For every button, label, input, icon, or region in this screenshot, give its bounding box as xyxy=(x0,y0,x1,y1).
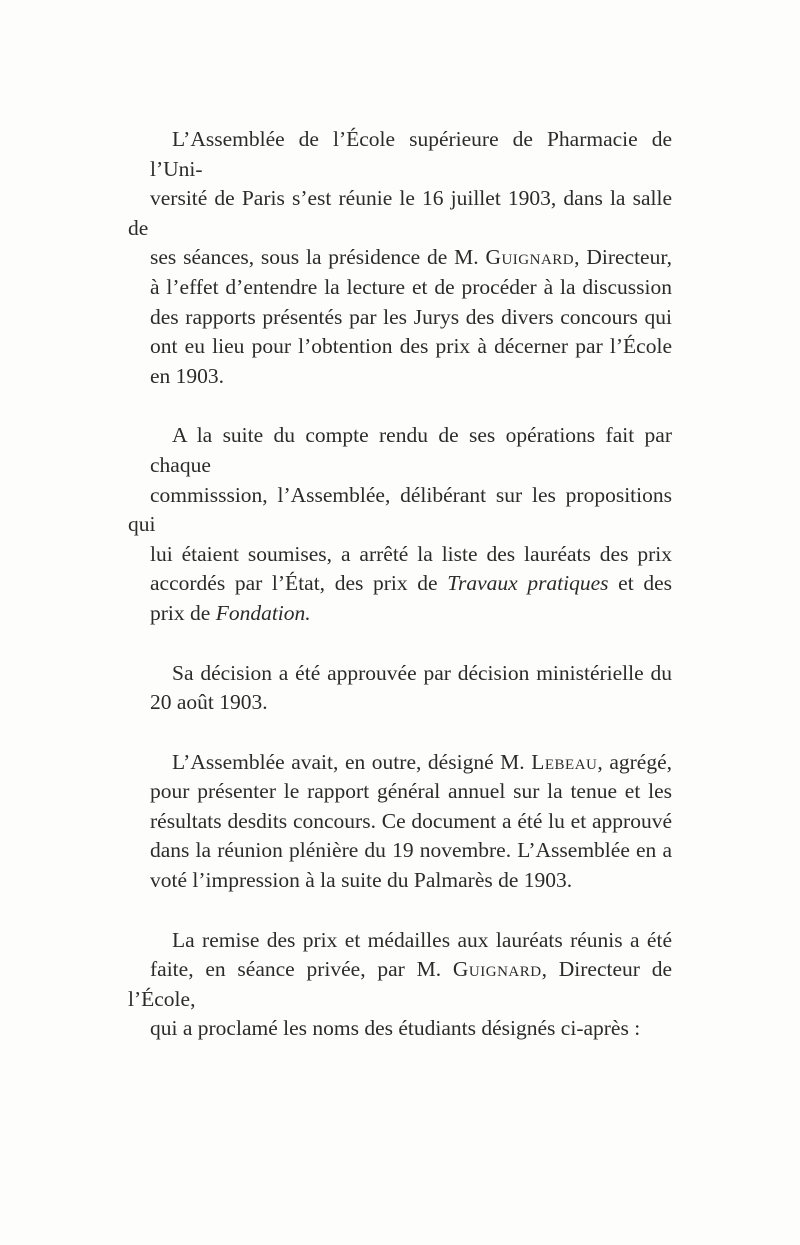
person-name: Guignard xyxy=(452,957,542,982)
text-line: versité de Paris s’est réunie le 16 juillet 1903, dans la salle de xyxy=(128,186,672,240)
text-line: accordés par l’État, des prix de Travaux pratiques et des xyxy=(150,571,672,596)
person-name: Guignard xyxy=(485,245,575,270)
paragraph-assemblee xyxy=(128,125,672,391)
paragraph-compte-rendu xyxy=(128,421,672,628)
text-line: en 1903. xyxy=(150,363,225,388)
text-line: ses séances, sous la présidence de M. Guignard, Directeur, xyxy=(150,245,673,270)
text-line: commisssion, l’Assemblée, délibérant sur les propositions qui xyxy=(128,482,672,537)
text-line: à l’effet d’entendre la lecture et de procéder à la discussion xyxy=(150,274,672,299)
text-line: qui a proclamé les noms des étudiants désignés ci-après : xyxy=(150,1016,641,1041)
paragraph-remise-des-prix xyxy=(128,926,672,1044)
text-line: ont eu lieu pour l’obtention des prix à décerner par l’École xyxy=(150,334,672,359)
text-line: faite, en séance privée, par M. Guignard, Directeur de l’École, xyxy=(128,957,672,1011)
person-name: Lebeau xyxy=(531,749,598,774)
text-line: lui étaient soumises, a arrêté la liste des lauréats des prix xyxy=(150,541,672,566)
text-line: 20 août 1903. xyxy=(150,690,268,715)
text-line: dans la réunion plénière du 19 novembre. L’Assemblée en a xyxy=(150,838,672,863)
italic-phrase: Fondation. xyxy=(215,600,311,625)
text-line: L’Assemblée de l’École supérieure de Pharmacie de l’Uni- xyxy=(150,127,672,181)
text-line: La remise des prix et médailles aux lauréats réunis a été xyxy=(172,927,672,952)
text-line: résultats desdits concours. Ce document a été lu et approuvé xyxy=(150,808,672,833)
text-line: pour présenter le rapport général annuel sur la tenue et les xyxy=(150,779,672,804)
text-line: L’Assemblée avait, en outre, désigné M. Lebeau, agrégé, xyxy=(172,749,672,774)
text-line: A la suite du compte rendu de ses opérations fait par chaque xyxy=(150,423,672,477)
body-text xyxy=(128,125,672,1074)
paragraph-rapport-general xyxy=(128,748,672,896)
text-line: des rapports présentés par les Jurys des divers concours qui xyxy=(150,304,672,329)
text-line: Sa décision a été approuvée par décision ministérielle du xyxy=(172,660,672,685)
text-line: prix de Fondation. xyxy=(150,600,311,625)
italic-phrase: Travaux pratiques xyxy=(447,571,609,596)
paragraph-decision xyxy=(128,659,672,718)
text-line: voté l’impression à la suite du Palmarès de 1903. xyxy=(150,868,573,893)
